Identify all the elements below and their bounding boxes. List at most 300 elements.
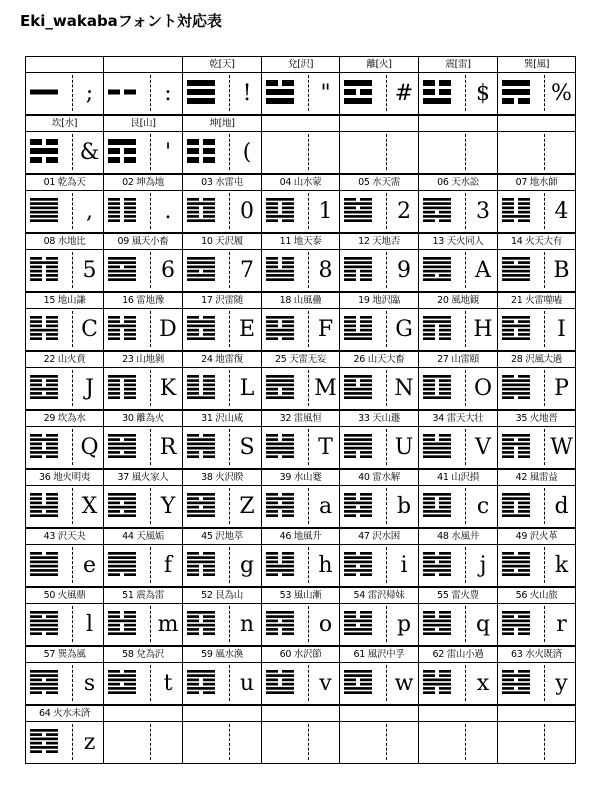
dashed-divider [229, 252, 230, 288]
hexagram-glyph-icon [187, 552, 215, 576]
glyph-cell [418, 544, 498, 587]
yin-line-r21-c5-l1-p0 [423, 674, 435, 677]
yang-line-r19-c0-l3 [30, 624, 58, 627]
yin-line-r15-c3-l5-p0 [266, 514, 278, 517]
dashed-divider [229, 75, 230, 111]
yang-line-r21-c4-l1 [344, 674, 372, 677]
yang-line-r15-c0-l5 [30, 514, 58, 517]
yin-line-r15-c5-l1-p1 [439, 497, 451, 500]
yang-line-r17-c0-l4 [30, 569, 58, 572]
yang-line-r21-c4-l5 [344, 691, 372, 694]
hexagram-label-cell: 58 兌為沢 [103, 646, 183, 663]
mapped-character: 9 [397, 258, 411, 283]
mapped-character: h [318, 553, 333, 578]
glyph-cell [261, 249, 340, 292]
yin-line-r7-c6-l1-p0 [502, 261, 514, 264]
yin-line-r5-c2-l3-p0 [187, 211, 199, 214]
yin-line-r5-c2-l0-p0 [187, 198, 199, 201]
dashed-divider [72, 547, 73, 583]
yang-line-r15-c1-l1 [108, 497, 136, 500]
hexagram-glyph-icon [423, 434, 451, 458]
dashed-divider [150, 134, 151, 170]
yin-line-r13-c2-l4-p1 [203, 451, 215, 454]
glyph-cell [182, 131, 262, 174]
mapped-character: W [550, 435, 573, 460]
hexagram-glyph-icon [266, 493, 294, 517]
yang-line-r11-c5-l0 [423, 375, 451, 378]
yang-line-r19-c5-l2 [423, 620, 451, 623]
dashed-divider [544, 75, 545, 111]
yin-line-r5-c5-l5-p0 [423, 219, 435, 222]
glyph-cell [418, 485, 498, 528]
yin-line-r17-c3-l1-p0 [266, 556, 278, 559]
dashed-divider [229, 311, 230, 347]
yin-line-r11-c4-l1-p0 [344, 379, 356, 382]
yin-line-r19-c2-l2-p0 [187, 620, 199, 623]
hexagram-label-cell: 64 火水未済 [25, 705, 104, 722]
hexagram-glyph-icon [30, 198, 58, 222]
dashed-divider [229, 665, 230, 701]
mapped-character: R [159, 435, 177, 460]
yang-line-r5-c0-l1 [30, 202, 58, 205]
hexagram-glyph-icon [423, 493, 451, 517]
yang-line-r9-c4-l4 [344, 333, 372, 336]
yin-line-r11-c3-l3-p0 [266, 388, 278, 391]
mapped-character: a [318, 494, 333, 519]
hexagram-label-cell: 03 水雷屯 [182, 174, 262, 191]
yang-line-r21-c6-l1 [502, 674, 530, 677]
yin-line-r23-c0-l1-p0 [30, 733, 42, 736]
yang-line-r17-c5-l1 [423, 556, 451, 559]
hexagram-glyph-icon [108, 552, 136, 576]
dashed-divider [308, 488, 309, 524]
yin-line-r15-c3-l4-p1 [282, 510, 294, 513]
hexagram-glyph-icon [344, 139, 372, 163]
yang-line-r15-c1-l5 [108, 514, 136, 517]
glyph-cell [25, 662, 104, 705]
glyph-cell [103, 662, 183, 705]
mapped-character: : [164, 81, 172, 106]
mapped-character: Y [160, 494, 176, 519]
yang-line-r11-c4-l0 [344, 375, 372, 378]
hexagram-label-cell [261, 115, 340, 132]
dashed-divider [308, 252, 309, 288]
glyph-cell [418, 190, 498, 233]
yang-line-r7-c5-l5 [423, 278, 451, 281]
yin-line-r17-c4-l3-p1 [360, 565, 372, 568]
yang-line-r17-c5-l4 [423, 569, 451, 572]
mapped-character: Q [80, 435, 99, 460]
hexagram-label-cell: 33 天山遯 [339, 410, 419, 427]
dashed-divider [386, 193, 387, 229]
yin-line-r9-c3-l1-p0 [266, 320, 278, 323]
hexagram-label-cell: 離[火] [339, 56, 419, 73]
yin-line-r9-c5-l5-p0 [423, 337, 435, 340]
dashed-divider [72, 665, 73, 701]
dashed-divider [308, 134, 309, 170]
yin-line-r13-c6-l4-p0 [502, 451, 514, 454]
yin-line-r15-c5-l3-p0 [423, 506, 435, 509]
mapped-character: % [551, 81, 572, 106]
hexagram-glyph-icon [502, 139, 530, 163]
yin-line-r11-c2-l3-p1 [203, 388, 215, 391]
yin-line-r5-c3-l1-p1 [282, 202, 294, 205]
hexagram-label-cell: 57 巽為風 [25, 646, 104, 663]
hexagram-glyph-icon [108, 139, 136, 163]
yang-line-r11-c2-l5 [187, 396, 215, 399]
yin-line-r21-c6-l4-p0 [502, 687, 514, 690]
yin-line-r19-c1-l1-p0 [108, 615, 120, 618]
yin-line-r21-c5-l4-p1 [439, 687, 451, 690]
glyph-cell [182, 544, 262, 587]
yang-line-r17-c4-l1 [344, 556, 372, 559]
yin-line-r13-c0-l0-p1 [46, 434, 58, 437]
yin-line-r15-c4-l3-p1 [360, 506, 372, 509]
yin-line-r19-c4-l0-p1 [360, 611, 372, 614]
mapped-character: T [318, 435, 333, 460]
hexagram-glyph-icon [30, 611, 58, 635]
yin-line-r11-c2-l3-p0 [187, 388, 199, 391]
glyph-cell [339, 72, 419, 115]
yin-line-r9-c4-l0-p1 [360, 316, 372, 319]
yin-line-r9-c3-l2-p1 [282, 325, 294, 328]
yang-line-r7-c6-l3 [502, 270, 530, 273]
yin-line-r19-c1-l3-p1 [124, 624, 136, 627]
dashed-divider [465, 252, 466, 288]
hexagram-glyph-icon [108, 257, 136, 281]
yin-line-r9-c0-l4-p0 [30, 333, 42, 336]
hexagram-glyph-icon [266, 80, 294, 104]
mapped-character: ( [242, 140, 252, 165]
yin-line-r1-c4-l1-p0 [344, 89, 356, 95]
glyph-cell [25, 131, 104, 174]
yin-line-r9-c6-l1-p1 [518, 320, 530, 323]
yang-line-r5-c2-l1 [187, 202, 215, 205]
yin-line-r21-c0-l2-p1 [46, 679, 58, 682]
hexagram-label-cell [497, 115, 576, 132]
mapped-character: m [157, 612, 179, 637]
yang-line-r9-c1-l2 [108, 325, 136, 328]
yang-line-r5-c0-l5 [30, 219, 58, 222]
yin-line-r13-c4-l5-p1 [360, 455, 372, 458]
dashed-divider [465, 75, 466, 111]
yang-line-r1-c6-l1 [502, 89, 530, 95]
mapped-character: N [394, 376, 414, 401]
hexagram-glyph-icon [187, 139, 215, 163]
yang-line-r17-c1-l0 [108, 552, 136, 555]
mapped-character: x [476, 671, 490, 696]
dashed-divider [544, 134, 545, 170]
yin-line-r11-c6-l0-p0 [502, 375, 514, 378]
yin-line-r11-c5-l3-p1 [439, 388, 451, 391]
mapped-character: ! [242, 81, 252, 106]
yin-line-r5-c5-l5-p1 [439, 219, 451, 222]
yin-line-r9-c5-l5-p1 [439, 337, 451, 340]
hexagram-label-cell: 47 沢水困 [339, 528, 419, 545]
hexagram-label-cell [339, 115, 419, 132]
yin-line-r17-c3-l1-p1 [282, 556, 294, 559]
glyph-cell [25, 249, 104, 292]
yin-line-r15-c4-l3-p0 [344, 506, 356, 509]
hexagram-label-cell: 兌[沢] [261, 56, 340, 73]
yin-line-r9-c6-l4-p1 [518, 333, 530, 336]
yin-line-r13-c4-l4-p0 [344, 451, 356, 454]
hexagram-glyph-icon [423, 375, 451, 399]
yin-line-r19-c5-l4-p0 [423, 628, 435, 631]
mapped-character: I [557, 317, 566, 342]
dashed-divider [308, 193, 309, 229]
yang-line-r23-c0-l2 [30, 738, 58, 741]
mapped-character: k [554, 553, 569, 578]
yin-line-r5-c2-l2-p0 [187, 207, 199, 210]
yin-line-r23-c0-l3-p1 [46, 742, 58, 745]
yang-line-r13-c6-l0 [502, 434, 530, 437]
hexagram-glyph-icon [423, 552, 451, 576]
yin-line-r5-c6-l5-p1 [518, 219, 530, 222]
yang-line-r21-c4-l4 [344, 687, 372, 690]
hexagram-label-cell [418, 705, 498, 722]
yin-line-r7-c0-l5-p0 [30, 278, 42, 281]
dashed-divider [229, 193, 230, 229]
hexagram-label-cell: 14 火天大有 [497, 233, 576, 250]
yang-line-r3-c0-l1 [30, 148, 58, 154]
yin-line-r17-c2-l0-p0 [187, 552, 199, 555]
hexagram-label-cell: 63 水火既済 [497, 646, 576, 663]
glyph-cell [497, 190, 576, 233]
hexagram-glyph-icon [502, 80, 530, 104]
glyph-cell [25, 544, 104, 587]
hexagram-glyph-icon [423, 139, 451, 163]
yang-line-r7-c1-l4 [108, 274, 136, 277]
yin-line-r13-c5-l1-p0 [423, 438, 435, 441]
yang-line-r13-c5-l4 [423, 451, 451, 454]
yang-line-r11-c5-l5 [423, 396, 451, 399]
yin-line-r15-c1-l4-p1 [124, 510, 136, 513]
yin-line-r21-c1-l3-p1 [124, 683, 136, 686]
hexagram-glyph-icon [266, 611, 294, 635]
yin-line-r9-c5-l4-p0 [423, 333, 435, 336]
hexagram-glyph-icon [108, 316, 136, 340]
hexagram-label-cell: 60 水沢節 [261, 646, 340, 663]
yang-line-r15-c4-l2 [344, 502, 372, 505]
yang-line-r17-c1-l1 [108, 556, 136, 559]
hexagram-glyph-icon [266, 257, 294, 281]
dashed-divider [308, 370, 309, 406]
yang-line-r11-c3-l1 [266, 379, 294, 382]
yin-line-r3-c0-l2-p0 [30, 157, 42, 163]
yang-line-r13-c4-l0 [344, 434, 372, 437]
yin-line-r19-c6-l4-p0 [502, 628, 514, 631]
yang-line-r15-c1-l3 [108, 506, 136, 509]
yang-line-r21-c0-l3 [30, 683, 58, 686]
hexagram-glyph-icon [108, 198, 136, 222]
dashed-divider [72, 134, 73, 170]
yin-line-r1-c5-l0-p1 [439, 80, 451, 86]
yang-line-r1-c3-l1 [266, 89, 294, 95]
yin-line-r11-c1-l4-p1 [124, 392, 136, 395]
yin-line-r15-c3-l2-p0 [266, 502, 278, 505]
hexagram-glyph-icon [187, 80, 215, 104]
yin-line-r21-c6-l4-p1 [518, 687, 530, 690]
yin-line-r17-c0-l0-p0 [30, 552, 42, 555]
hexagram-label-cell: 19 地沢臨 [339, 292, 419, 309]
hexagram-glyph-icon [502, 670, 530, 694]
mapped-character: 8 [318, 258, 333, 283]
yin-line-r13-c6-l5-p1 [518, 455, 530, 458]
yin-line-r5-c3-l3-p1 [282, 211, 294, 214]
mapped-character: n [239, 612, 255, 637]
yang-line-r5-c5-l1 [423, 202, 451, 205]
yin-line-r5-c3-l5-p0 [266, 219, 278, 222]
yang-line-r21-c2-l1 [187, 674, 215, 677]
glyph-cell [497, 426, 576, 469]
yang-line-r17-c4-l4 [344, 569, 372, 572]
yin-line-r15-c1-l2-p1 [124, 502, 136, 505]
yin-line-r7-c3-l2-p0 [266, 266, 278, 269]
glyph-cell [418, 367, 498, 410]
yang-line-r7-c2-l2 [187, 266, 215, 269]
yin-line-r21-c4-l2-p0 [344, 679, 356, 682]
glyph-cell [103, 190, 183, 233]
dashed-divider [465, 311, 466, 347]
yin-line-r11-c2-l2-p1 [203, 384, 215, 387]
hexagram-glyph-icon [502, 316, 530, 340]
yin-line-r9-c2-l0-p0 [187, 316, 199, 319]
yang-line-r19-c0-l0 [30, 611, 58, 614]
yin-line-r15-c6-l2-p0 [502, 502, 514, 505]
yin-line-r15-c3-l2-p1 [282, 502, 294, 505]
mapped-character: " [320, 81, 331, 106]
hexagram-label-cell: 07 地水師 [497, 174, 576, 191]
yang-line-r11-c4-l4 [344, 392, 372, 395]
yin-line-r21-c5-l0-p0 [423, 670, 435, 673]
yin-line-r11-c4-l2-p0 [344, 384, 356, 387]
yang-line-r7-c6-l4 [502, 274, 530, 277]
glyph-cell [261, 544, 340, 587]
yang-line-r9-c0-l3 [30, 329, 58, 332]
hexagram-label-cell: 39 水山蹇 [261, 469, 340, 486]
hexagram-label-cell: 23 山地剝 [103, 351, 183, 368]
hexagram-glyph-icon [266, 434, 294, 458]
yin-line-r5-c3-l1-p0 [266, 202, 278, 205]
yang-line-r5-c3-l4 [266, 215, 294, 218]
glyph-cell [261, 367, 340, 410]
hexagram-label-cell [497, 705, 576, 722]
yang-line-r17-c3-l3 [266, 565, 294, 568]
yin-line-r15-c3-l0-p0 [266, 493, 278, 496]
yin-line-r11-c1-l5-p1 [124, 396, 136, 399]
mapped-character: 3 [476, 199, 490, 224]
glyph-cell [339, 308, 419, 351]
yin-line-r11-c1-l5-p0 [108, 396, 120, 399]
yin-line-r7-c3-l0-p0 [266, 257, 278, 260]
yin-line-r11-c6-l5-p1 [518, 396, 530, 399]
yin-line-r19-c6-l1-p1 [518, 615, 530, 618]
yin-line-r19-c1-l0-p1 [124, 611, 136, 614]
yin-line-r11-c2-l1-p0 [187, 379, 199, 382]
yang-line-r21-c6-l3 [502, 683, 530, 686]
dashed-divider [229, 488, 230, 524]
yin-line-r13-c3-l1-p1 [282, 438, 294, 441]
hexagram-glyph-icon [108, 80, 136, 104]
yin-line-r5-c1-l3-p1 [124, 211, 136, 214]
yin-line-r5-c3-l2-p0 [266, 207, 278, 210]
hexagram-glyph-icon [30, 316, 58, 340]
yin-line-r11-c2-l4-p1 [203, 392, 215, 395]
yin-line-r19-c1-l3-p0 [108, 624, 120, 627]
hexagram-glyph-icon [30, 552, 58, 576]
mapped-character: A [475, 258, 491, 283]
yin-line-r13-c0-l5-p1 [46, 455, 58, 458]
glyph-cell [182, 367, 262, 410]
yin-line-r19-c2-l1-p1 [203, 615, 215, 618]
yin-line-r9-c5-l2-p0 [423, 325, 435, 328]
yang-line-r9-c3-l3 [266, 329, 294, 332]
yin-line-r19-c6-l5-p0 [502, 632, 514, 635]
yin-line-r17-c4-l0-p0 [344, 552, 356, 555]
yin-line-r1-c5-l0-p0 [423, 80, 435, 86]
yang-line-r1-c2-l2 [187, 98, 215, 104]
hexagram-glyph-icon [502, 611, 530, 635]
glyph-cell [418, 72, 498, 115]
dashed-divider [72, 606, 73, 642]
hexagram-label-cell: 16 雷地豫 [103, 292, 183, 309]
yin-line-r9-c2-l4-p0 [187, 333, 199, 336]
yin-line-r19-c5-l0-p0 [423, 611, 435, 614]
yin-line-r17-c5-l5-p0 [423, 573, 435, 576]
dashed-divider [308, 606, 309, 642]
yin-line-r15-c4-l1-p1 [360, 497, 372, 500]
yin-line-r1-c5-l1-p1 [439, 89, 451, 95]
yin-line-r9-c1-l4-p1 [124, 333, 136, 336]
hexagram-glyph-icon [266, 729, 294, 753]
yang-line-r7-c5-l3 [423, 270, 451, 273]
hexagram-label-cell: 乾[天] [182, 56, 262, 73]
yang-line-r9-c5-l1 [423, 320, 451, 323]
yin-line-r9-c4-l1-p0 [344, 320, 356, 323]
yang-line-r11-c6-l2 [502, 384, 530, 387]
yin-line-r21-c6-l0-p1 [518, 670, 530, 673]
yang-line-r7-c1-l0 [108, 257, 136, 260]
mapped-character: b [396, 494, 412, 519]
glyph-cell [418, 603, 498, 646]
dashed-divider [150, 488, 151, 524]
dashed-divider [465, 488, 466, 524]
yin-line-r11-c1-l4-p0 [108, 392, 120, 395]
yang-line-r1-c0-l0 [30, 90, 58, 95]
mapped-character: s [83, 671, 96, 696]
hexagram-label-cell: 24 地雷復 [182, 351, 262, 368]
yin-line-r19-c0-l1-p0 [30, 615, 42, 618]
glyph-cell [418, 426, 498, 469]
yin-line-r13-c3-l0-p1 [282, 434, 294, 437]
glyph-cell [261, 72, 340, 115]
dashed-divider [150, 429, 151, 465]
hexagram-label-cell: 巽[風] [497, 56, 576, 73]
hexagram-glyph-icon [502, 257, 530, 281]
yin-line-r15-c4-l0-p1 [360, 493, 372, 496]
yang-line-r13-c0-l4 [30, 451, 58, 454]
yin-line-r11-c5-l4-p0 [423, 392, 435, 395]
yang-line-r7-c4-l1 [344, 261, 372, 264]
yin-line-r21-c1-l0-p0 [108, 670, 120, 673]
yin-line-r11-c1-l2-p0 [108, 384, 120, 387]
yin-line-r15-c0-l4-p1 [46, 510, 58, 513]
yin-line-r11-c2-l0-p0 [187, 375, 199, 378]
yang-line-r17-c0-l5 [30, 573, 58, 576]
yin-line-r11-c5-l1-p1 [439, 379, 451, 382]
hexagram-glyph-icon [502, 493, 530, 517]
